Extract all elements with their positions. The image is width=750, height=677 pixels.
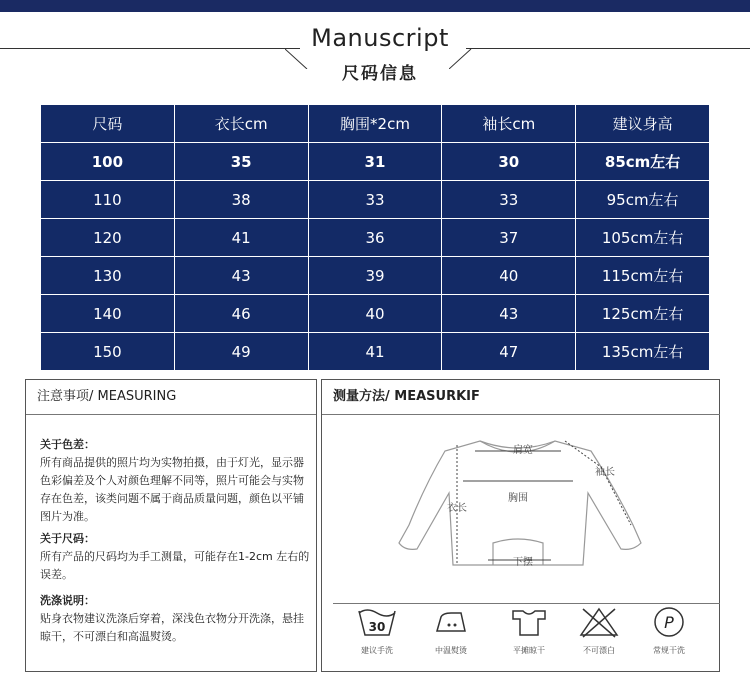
label-chest: 胸围 (508, 493, 528, 504)
table-cell: 36 (308, 219, 442, 257)
no-bleach-icon (577, 605, 621, 639)
table-row (41, 257, 710, 295)
title-divider-right (466, 48, 750, 49)
table-row (41, 219, 710, 257)
table-cell: 30 (442, 143, 576, 181)
label-shoulder: 肩宽 (513, 445, 533, 456)
page-title-english: Manuscript (311, 24, 449, 52)
wash-note-body: 贴身衣物建议洗涤后穿着，深浅色衣物分开洗涤，悬挂晾干，不可漂白和高温熨烫。 (40, 612, 304, 643)
size-note-body: 所有产品的尺码均为手工测量，可能存在1-2cm 左右的误差。 (40, 550, 310, 581)
table-cell: 35 (174, 143, 308, 181)
title-divider-left (0, 48, 300, 49)
table-row (41, 181, 710, 219)
color-note-heading: 关于色差： (40, 438, 95, 451)
table-cell: 41 (174, 219, 308, 257)
color-note-body: 所有商品提供的照片均为实物拍摄，由于灯光，显示器色彩偏差及个人对颜色理解不同等，照片可能会与实物存在色差，该类问题不属于商品质量问题，颜色以平铺图片为准。 (40, 456, 304, 523)
table-cell: 85cm左右 (576, 143, 710, 181)
table-cell: 39 (308, 257, 442, 295)
table-header-cell: 建议身高 (576, 105, 710, 143)
care-item (416, 605, 486, 656)
care-item (564, 605, 634, 656)
table-cell: 43 (442, 295, 576, 333)
wash-temp-text: 30 (368, 620, 386, 634)
top-banner-bar (0, 0, 750, 12)
wash-note (40, 592, 310, 646)
care-icons-row (322, 603, 719, 671)
table-cell: 150 (41, 333, 175, 371)
table-cell: 40 (442, 257, 576, 295)
table-cell: 100 (41, 143, 175, 181)
care-label: 平摊晾干 (513, 646, 545, 655)
table-cell: 125cm左右 (576, 295, 710, 333)
table-header-row (41, 105, 710, 143)
dry-clean-p-icon (647, 605, 691, 639)
size-note-heading: 关于尺码： (40, 532, 95, 545)
dry-clean-letter: P (664, 613, 674, 632)
table-header-cell: 袖长cm (442, 105, 576, 143)
table-row (41, 333, 710, 371)
table-cell: 120 (41, 219, 175, 257)
care-item (634, 605, 704, 656)
table-cell: 95cm左右 (576, 181, 710, 219)
table-cell: 38 (174, 181, 308, 219)
care-label: 中温熨烫 (435, 646, 467, 655)
table-cell: 43 (174, 257, 308, 295)
table-cell: 31 (308, 143, 442, 181)
care-item (342, 605, 412, 656)
notes-panel-title: 注意事项/ MEASURING (26, 380, 316, 415)
table-cell: 40 (308, 295, 442, 333)
table-cell: 140 (41, 295, 175, 333)
page-title-chinese: 尺码信息 (342, 64, 418, 84)
table-cell: 37 (442, 219, 576, 257)
wash-30-icon (355, 605, 399, 639)
size-note (40, 530, 310, 584)
table-row (41, 143, 710, 181)
care-label: 常规干洗 (653, 646, 685, 655)
table-cell: 49 (174, 333, 308, 371)
table-cell: 33 (308, 181, 442, 219)
care-label: 不可漂白 (583, 646, 615, 655)
label-hem: 下摆 (513, 557, 533, 568)
measure-panel-title: 测量方法/ MEASURKIF (322, 380, 719, 415)
sweater-sketch (333, 415, 720, 603)
table-header-cell: 衣长cm (174, 105, 308, 143)
care-label: 建议手洗 (361, 646, 393, 655)
table-cell: 115cm左右 (576, 257, 710, 295)
label-sleeve: 袖长 (595, 467, 615, 478)
wash-note-heading: 洗涤说明： (40, 594, 95, 607)
table-cell: 105cm左右 (576, 219, 710, 257)
table-cell: 135cm左右 (576, 333, 710, 371)
measure-diagram (333, 414, 720, 604)
table-header-cell: 胸围*2cm (308, 105, 442, 143)
care-item (494, 605, 564, 656)
table-header-cell: 尺码 (41, 105, 175, 143)
table-cell: 46 (174, 295, 308, 333)
table-row (41, 295, 710, 333)
flat-dry-icon (507, 605, 551, 639)
table-cell: 33 (442, 181, 576, 219)
table-cell: 110 (41, 181, 175, 219)
iron-icon (429, 605, 473, 639)
color-note (40, 436, 310, 526)
table-cell: 41 (308, 333, 442, 371)
size-table (40, 104, 710, 371)
table-cell: 47 (442, 333, 576, 371)
table-cell: 130 (41, 257, 175, 295)
label-length: 衣长 (447, 503, 467, 514)
